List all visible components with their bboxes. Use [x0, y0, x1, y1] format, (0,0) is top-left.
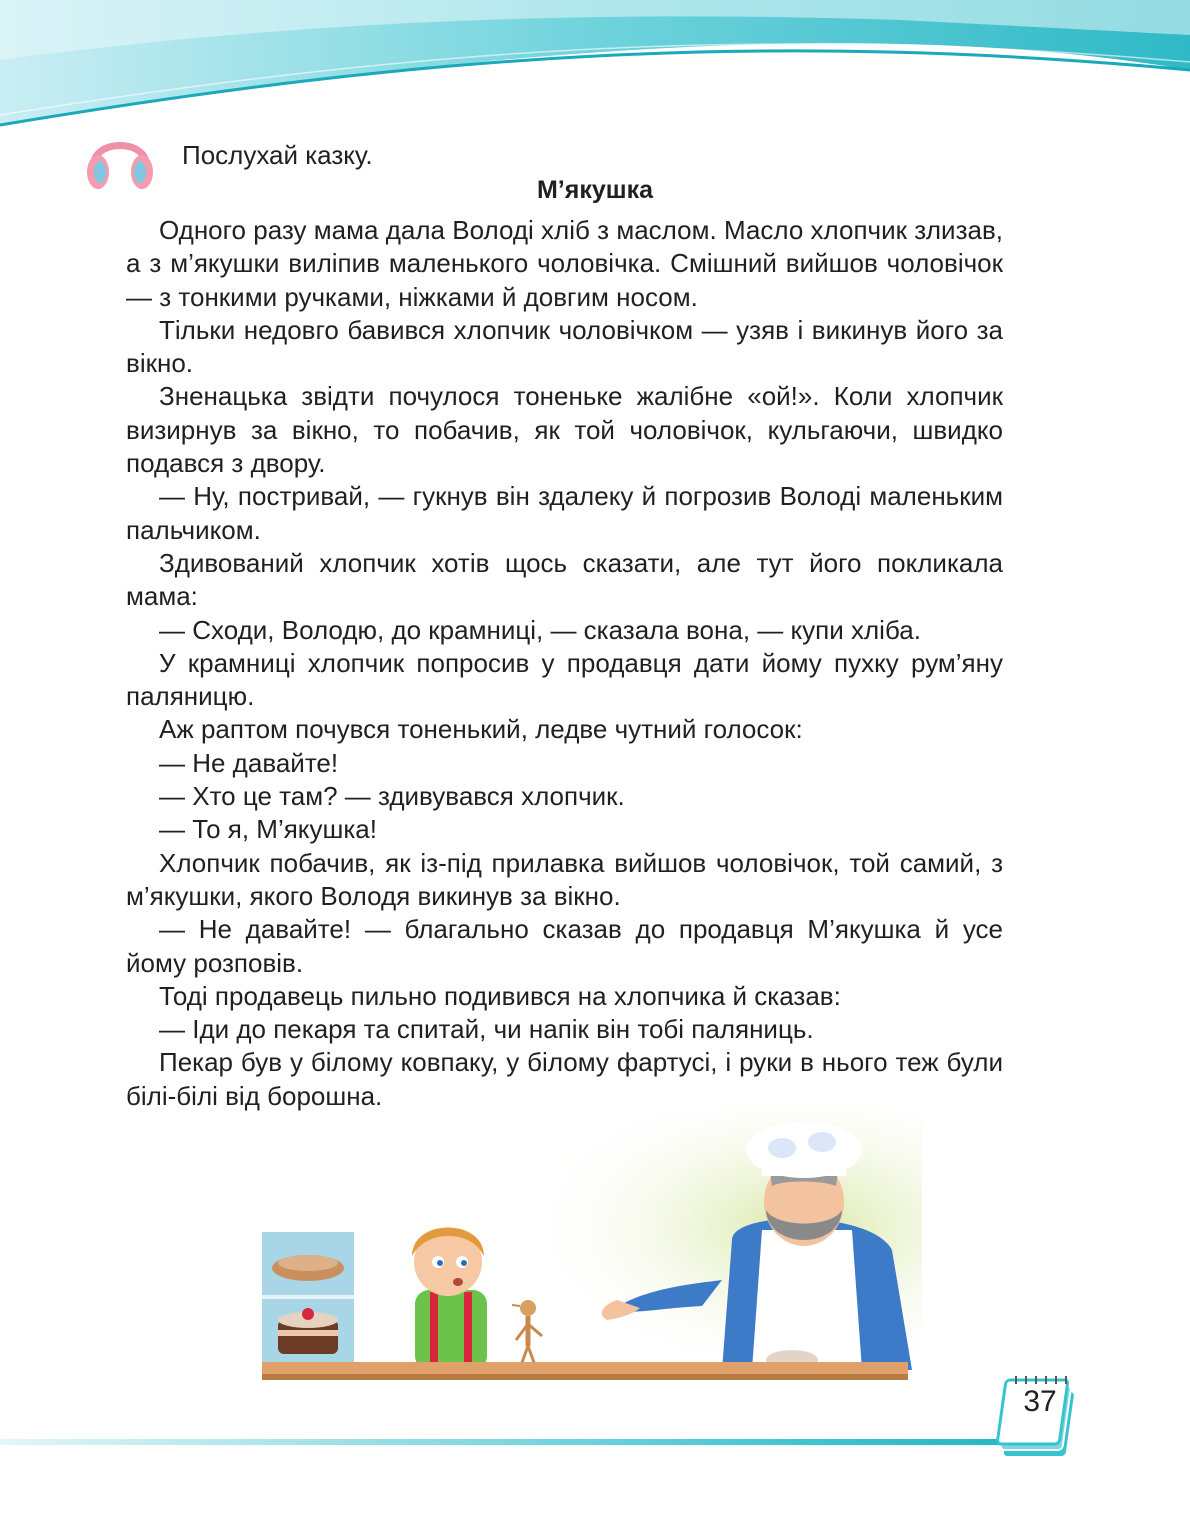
story-paragraph: — То я, М’якушка! — [159, 814, 377, 845]
page-number: 37 — [1023, 1385, 1057, 1418]
story-paragraph: Пекар був у білому ковпаку, у білому фартусі, і руки в нього теж були білі-білі від борошна. — [126, 1047, 1003, 1111]
story-paragraph: Хлопчик побачив, як із-під прилавка вийшов чоловічок, той самий, з м’якушки, якого Володя викинув за вікно. — [126, 847, 1003, 911]
story-paragraph: — Хто це там? — здивувався хлопчик. — [159, 781, 625, 812]
story-paragraph: — Іди до пекаря та спитай, чи напік він тобі паляниць. — [159, 1014, 814, 1045]
bakery-scene-illustration — [262, 1110, 922, 1390]
header-wave-decoration — [0, 0, 1190, 140]
story-paragraph: Тоді продавець пильно подивився на хлопчика й сказав: — [159, 980, 841, 1011]
story-paragraph: — Ну, постривай, — гукнув він здалеку й погрозив Володі маленьким пальчиком. — [126, 481, 1003, 545]
story-paragraph: Аж раптом почувся тоненький, ледве чутний голосок: — [159, 714, 803, 745]
story-paragraph: — Сходи, Володю, до крамниці, — сказала вона, — купи хліба. — [159, 614, 921, 645]
story-paragraph: Тільки недовго бавився хлопчик чоловічком — узяв і викинув його за вікно. — [126, 314, 1003, 379]
story-paragraph: Зненацька звідти почулося тоненьке жалібне «ой!». Коли хлопчик визирнув за вікно, то побачив, як той чоловічок, кульгаючи, швидко подався з двору. — [126, 381, 1003, 479]
story-paragraph: — Не давайте! — благально сказав до продавця М’якушка й усе йому розповів. — [126, 914, 1003, 978]
instruction-text: Послухай казку. — [182, 140, 373, 170]
story-paragraph: Здивований хлопчик хотів щось сказати, але тут його покликала мама: — [126, 547, 1003, 612]
story-title: М’якушка — [536, 176, 654, 204]
story-paragraph: У крамниці хлопчик попросив у продавця дати йому пухку рум’яну паляницю. — [126, 647, 1003, 712]
story-paragraph: Одного разу мама дала Володі хліб з маслом. Масло хлопчик злизав, а з м’якушки виліпив маленького чоловічка. Смішний вийшов чоловічок — з тонкими ручками, ніжками й довгим носом. — [126, 215, 1003, 312]
story-text — [126, 214, 1003, 1113]
story-paragraph: — Не давайте! — [159, 747, 339, 778]
